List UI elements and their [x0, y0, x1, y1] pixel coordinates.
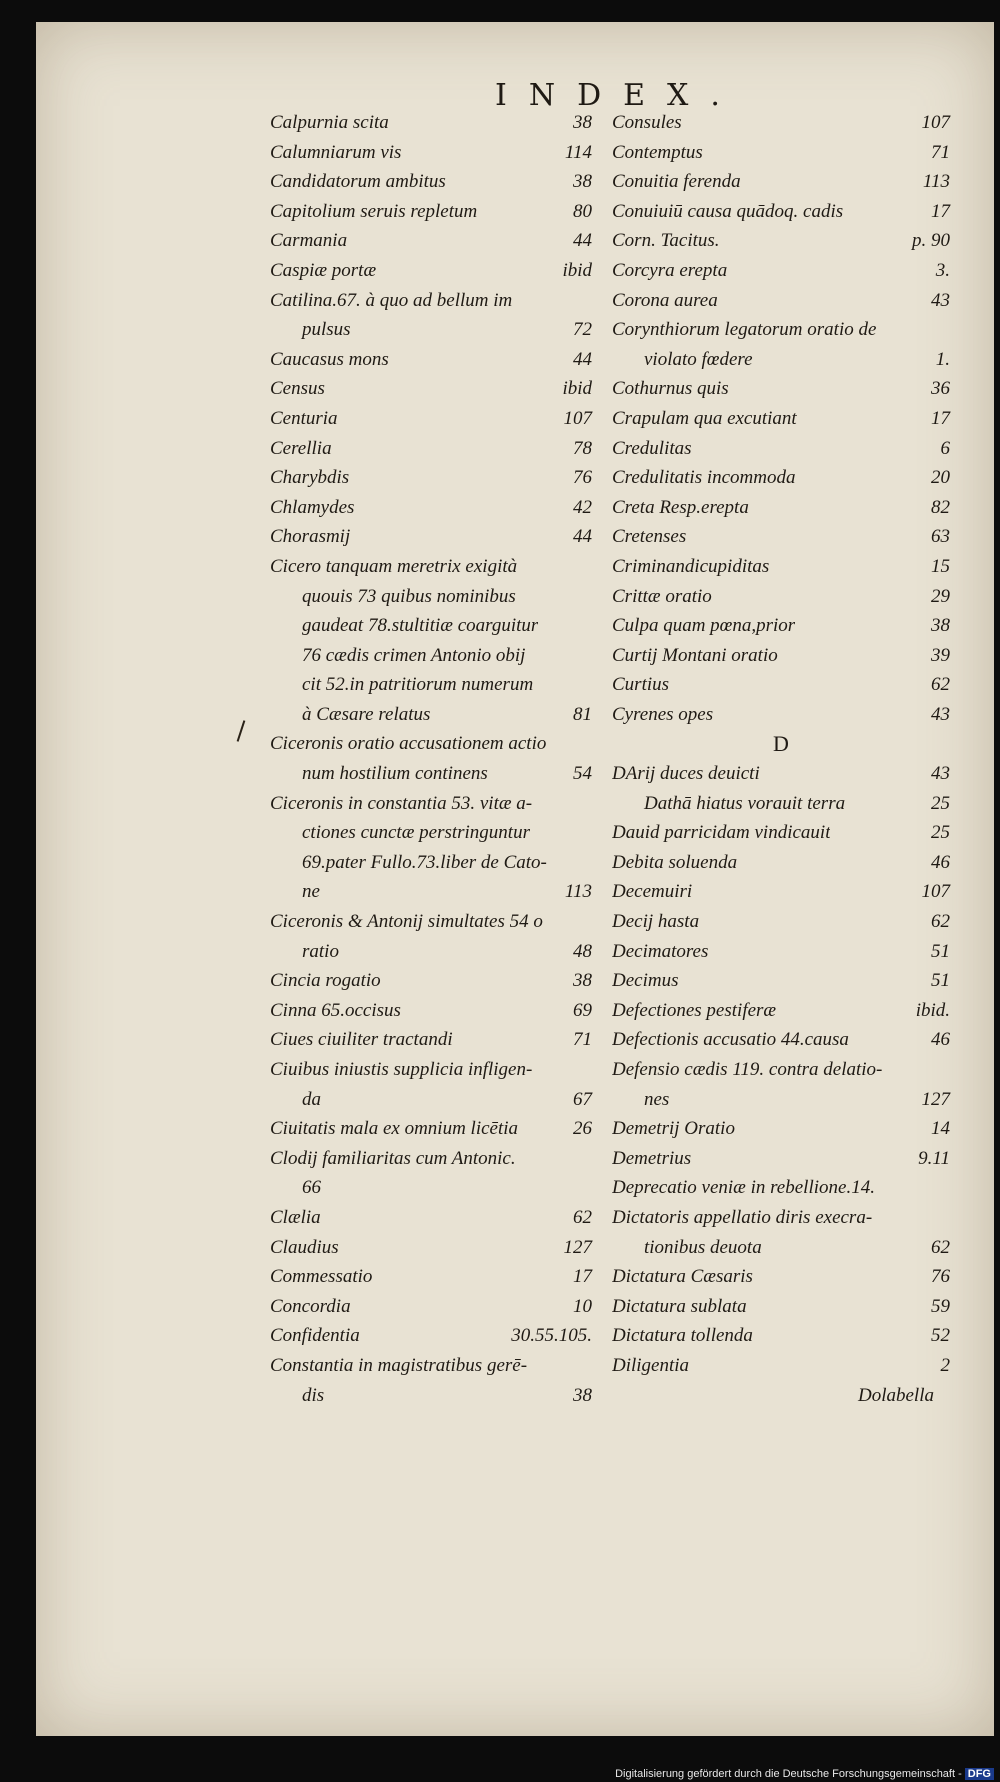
- index-entry: [270, 286, 592, 316]
- index-entry: [612, 907, 950, 937]
- index-term: quouis 73 quibus nominibus: [302, 585, 516, 607]
- index-term: Credulitatis incommoda: [612, 467, 796, 489]
- index-entry: [612, 108, 950, 138]
- index-term: Clodij familiaritas cum Antonic.: [270, 1147, 516, 1169]
- index-entry: [270, 345, 592, 375]
- index-entry: [270, 1203, 592, 1233]
- page-reference: 127: [921, 1088, 950, 1110]
- page-reference: 62: [931, 1236, 950, 1258]
- index-term: Decimus: [612, 970, 679, 992]
- index-entry: [612, 197, 950, 227]
- index-entry: [612, 226, 950, 256]
- index-entry: [270, 1114, 592, 1144]
- page-reference: 3.: [935, 259, 950, 281]
- index-term: Calpurnia scita: [270, 112, 389, 133]
- index-entry: [270, 167, 592, 197]
- page-reference: 72: [573, 319, 592, 341]
- index-term: 76 cædis crimen Antonio obij: [302, 644, 526, 666]
- index-term: Caucasus mons: [270, 348, 389, 370]
- page-reference: 14: [931, 1118, 950, 1140]
- index-term: à Cæsare relatus: [302, 703, 431, 725]
- index-entry: [270, 463, 592, 493]
- index-entry: [612, 996, 950, 1026]
- index-entry: [270, 1025, 592, 1055]
- page-reference: 51: [931, 970, 950, 992]
- index-term: ratio: [302, 940, 339, 962]
- index-entry: [612, 1085, 950, 1115]
- page-reference: p. 90: [912, 230, 950, 252]
- credit-text: Digitalisierung gefördert durch die Deutsche Forschungsgemeinschaft -: [615, 1768, 962, 1780]
- index-term: 66: [302, 1177, 321, 1199]
- index-column-right: [612, 108, 950, 1410]
- index-term: Decemuiri: [612, 881, 693, 903]
- index-entry: [612, 256, 950, 286]
- index-term: Conuitia ferenda: [612, 171, 741, 193]
- page-reference: 78: [573, 437, 592, 459]
- page-reference: 39: [931, 644, 950, 666]
- index-entry: [270, 552, 592, 582]
- page-reference: 43: [931, 703, 950, 725]
- index-term: cit 52.in patritiorum numerum: [302, 674, 534, 696]
- page-reference: 15: [931, 555, 950, 577]
- page-header: INDEX.: [495, 78, 742, 113]
- index-term: Consules: [612, 112, 682, 133]
- index-entry: [270, 670, 592, 700]
- index-entry: [270, 434, 592, 464]
- index-term: Centuria: [270, 407, 338, 429]
- page-reference: 17: [931, 407, 950, 429]
- index-term: Credulitas: [612, 437, 692, 459]
- index-term: Catilina.67. à quo ad bellum im: [270, 289, 513, 311]
- index-term: Curtij Montani oratio: [612, 644, 778, 666]
- index-term: Debita soluenda: [612, 851, 738, 873]
- page-reference: 44: [573, 348, 592, 370]
- page-reference: 42: [573, 496, 592, 518]
- index-entry: [270, 729, 592, 759]
- index-entry: [612, 463, 950, 493]
- index-entry: [270, 611, 592, 641]
- index-entry: [270, 1262, 592, 1292]
- index-term: Capitolium seruis repletum: [270, 200, 478, 222]
- index-entry: [270, 1381, 592, 1411]
- index-term: Defensio cædis 119. contra delatio-: [612, 1059, 883, 1080]
- section-letter: D: [773, 731, 789, 757]
- page-reference: 80: [573, 200, 592, 222]
- index-term: tionibus deuota: [644, 1236, 762, 1258]
- index-entry: [270, 789, 592, 819]
- page-reference: ibid: [562, 378, 592, 400]
- index-term: Corona aurea: [612, 289, 718, 311]
- page-reference: 54: [573, 763, 592, 785]
- page-reference: 43: [931, 289, 950, 311]
- index-term: Ciceronis & Antonij simultates 54 o: [270, 911, 543, 933]
- page-reference: 62: [931, 674, 950, 696]
- page-reference: 30.55.105.: [511, 1325, 592, 1347]
- page-reference: 38: [573, 1384, 592, 1406]
- index-entry: [270, 1144, 592, 1174]
- page-reference: 46: [931, 851, 950, 873]
- page-reference: 62: [573, 1206, 592, 1228]
- page-reference: 63: [931, 526, 950, 548]
- page-reference: 52: [931, 1325, 950, 1347]
- index-term: Chlamydes: [270, 496, 355, 518]
- index-term: Defectiones pestiferæ: [612, 999, 777, 1021]
- index-entry: [270, 138, 592, 168]
- index-entry: [612, 552, 950, 582]
- index-term: Corynthiorum legatorum oratio de: [612, 319, 877, 341]
- page-reference: 6: [940, 437, 950, 459]
- index-entry: [612, 374, 950, 404]
- index-term: Decij hasta: [612, 911, 700, 933]
- index-entry: [270, 1321, 592, 1351]
- index-term: Ciuibus iniustis supplicia infligen-: [270, 1059, 533, 1080]
- index-term: Deprecatio veniæ in rebellione.14.: [612, 1177, 875, 1199]
- index-entry: [270, 877, 592, 907]
- index-term: nes: [644, 1088, 670, 1110]
- page-reference: ibid.: [915, 999, 950, 1021]
- index-entry: [612, 493, 950, 523]
- index-term: Cerellia: [270, 437, 332, 459]
- index-term: Corn. Tacitus.: [612, 230, 720, 252]
- index-term: ne: [302, 881, 320, 903]
- index-term: Cicero tanquam meretrix exigità: [270, 555, 518, 577]
- index-term: 69.pater Fullo.73.liber de Cato-: [302, 851, 547, 873]
- dfg-logo-icon: DFG: [965, 1768, 994, 1780]
- index-entry: [612, 700, 950, 730]
- index-entry: [612, 670, 950, 700]
- index-term: Ciues ciuiliter tractandi: [270, 1029, 453, 1051]
- index-entry: [270, 1055, 592, 1085]
- index-entry: [612, 522, 950, 552]
- index-entry: [612, 138, 950, 168]
- index-term: Clælia: [270, 1206, 321, 1228]
- index-entry: [612, 1233, 950, 1263]
- page-reference: 107: [921, 881, 950, 903]
- page-reference: 38: [573, 970, 592, 992]
- index-term: Corcyra erepta: [612, 259, 728, 281]
- index-entry: [270, 582, 592, 612]
- index-term: Cincia rogatio: [270, 970, 381, 992]
- index-entry: [270, 315, 592, 345]
- index-entry: [270, 197, 592, 227]
- page-reference: 20: [931, 467, 950, 489]
- page-reference: 127: [563, 1236, 592, 1258]
- index-entry: [270, 996, 592, 1026]
- page-reference: 10: [573, 1295, 592, 1317]
- page-reference: 25: [931, 792, 950, 814]
- index-term: Census: [270, 378, 325, 400]
- index-entry: [612, 345, 950, 375]
- page-reference: 2: [940, 1354, 950, 1376]
- index-term: Claudius: [270, 1236, 339, 1258]
- page-reference: 36: [931, 378, 950, 400]
- index-column-left: [270, 108, 592, 1410]
- page-reference: 17: [573, 1266, 592, 1288]
- index-term: Demetrius: [612, 1147, 692, 1169]
- index-term: Defectionis accusatio 44.causa: [612, 1029, 849, 1051]
- page-reference: 67: [573, 1088, 592, 1110]
- index-entry: [612, 759, 950, 789]
- index-term: Ciceronis in constantia 53. vitæ a-: [270, 792, 533, 814]
- index-entry: [612, 1321, 950, 1351]
- index-entry: [612, 641, 950, 671]
- index-term: Crapulam qua excutiant: [612, 407, 797, 429]
- page-reference: 114: [564, 141, 592, 163]
- index-term: Dictatura tollenda: [612, 1325, 753, 1347]
- page-reference: 62: [931, 911, 950, 933]
- index-entry: [612, 1292, 950, 1322]
- index-term: Carmania: [270, 230, 348, 252]
- index-entry: [270, 700, 592, 730]
- index-term: Caspiæ portæ: [270, 259, 377, 281]
- page-reference: 82: [931, 496, 950, 518]
- index-term: Charybdis: [270, 467, 350, 489]
- index-term: Cyrenes opes: [612, 703, 714, 725]
- page-reference: 76: [931, 1266, 950, 1288]
- digitization-credit: [615, 1768, 994, 1780]
- index-term: Dauid parricidam vindicauit: [612, 822, 831, 844]
- index-entry: [270, 1085, 592, 1115]
- index-term: Ciuitatis mala ex omnium licētia: [270, 1118, 519, 1140]
- index-entries-d: [612, 759, 950, 1380]
- index-entry: [270, 493, 592, 523]
- index-entry: [270, 1351, 592, 1381]
- index-term: Dathā hiatus vorauit terra: [644, 792, 846, 814]
- page-reference: 107: [921, 112, 950, 133]
- index-entry: [270, 907, 592, 937]
- index-entry: [612, 1055, 950, 1085]
- page-reference: 81: [573, 703, 592, 725]
- index-term: Dictatoris appellatio diris execra-: [612, 1206, 873, 1228]
- index-entry: [270, 1173, 592, 1203]
- index-entry: [612, 582, 950, 612]
- index-entry: [612, 818, 950, 848]
- page-reference: 29: [931, 585, 950, 607]
- index-term: Cinna 65.occisus: [270, 999, 401, 1021]
- index-term: violato fœdere: [644, 348, 753, 370]
- index-entry: [270, 966, 592, 996]
- index-term: Dictatura Cæsaris: [612, 1266, 753, 1288]
- index-term: pulsus: [302, 319, 351, 341]
- index-term: dis: [302, 1384, 325, 1406]
- index-entry: [612, 434, 950, 464]
- index-entry: [612, 404, 950, 434]
- page-reference: 59: [931, 1295, 950, 1317]
- index-term: Diligentia: [612, 1354, 690, 1376]
- index-entry: [612, 611, 950, 641]
- index-entry: [270, 641, 592, 671]
- index-term: Decimatores: [612, 940, 709, 962]
- index-entry: [612, 877, 950, 907]
- index-entry: [270, 1233, 592, 1263]
- index-entry: [612, 1262, 950, 1292]
- index-entry: [612, 789, 950, 819]
- index-term: Curtius: [612, 674, 670, 696]
- index-term: Creta Resp.erepta: [612, 496, 749, 518]
- page-reference: 26: [573, 1118, 592, 1140]
- index-entry: [612, 1025, 950, 1055]
- page-reference: 9.11: [918, 1147, 950, 1169]
- catchword: Dolabella: [858, 1384, 934, 1406]
- index-entry: [612, 1114, 950, 1144]
- index-entry: [612, 1144, 950, 1174]
- page-reference: ibid: [562, 259, 592, 281]
- page-reference: 1.: [935, 348, 950, 370]
- page-reference: 51: [931, 940, 950, 962]
- page-reference: 38: [931, 615, 950, 637]
- page-reference: 46: [931, 1029, 950, 1051]
- index-term: Confidentia: [270, 1325, 360, 1347]
- page-reference: 69: [573, 999, 592, 1021]
- index-entry: [612, 1173, 950, 1203]
- index-entry: [612, 848, 950, 878]
- page-reference: 43: [931, 763, 950, 785]
- page-reference: 113: [564, 881, 592, 903]
- index-entry: [270, 759, 592, 789]
- page-reference: 25: [931, 822, 950, 844]
- index-term: Calumniarum vis: [270, 141, 402, 163]
- index-term: num hostilium continens: [302, 763, 488, 785]
- index-entry: [270, 374, 592, 404]
- page-reference: 44: [573, 230, 592, 252]
- page-reference: 113: [922, 171, 950, 193]
- index-term: Conuiuiū causa quādoq. cadis: [612, 200, 844, 222]
- page-reference: 76: [573, 467, 592, 489]
- index-term: DArij duces deuicti: [612, 763, 760, 785]
- index-entry: [612, 286, 950, 316]
- index-entry: [270, 818, 592, 848]
- index-entry: [270, 937, 592, 967]
- index-term: gaudeat 78.stultitiæ coarguitur: [302, 615, 539, 637]
- index-term: Chorasmij: [270, 526, 351, 548]
- index-entry: [270, 848, 592, 878]
- index-entry: [612, 1351, 950, 1381]
- page-reference: 48: [573, 940, 592, 962]
- index-term: Candidatorum ambitus: [270, 171, 446, 193]
- index-entry: [270, 108, 592, 138]
- index-term: Cothurnus quis: [612, 378, 729, 400]
- index-entry: [270, 256, 592, 286]
- index-entry: [270, 1292, 592, 1322]
- index-entry: [270, 226, 592, 256]
- index-term: ctiones cunctæ perstringuntur: [302, 822, 530, 844]
- index-entry: [612, 315, 950, 345]
- index-entry: [612, 1203, 950, 1233]
- page-reference: 17: [931, 200, 950, 222]
- index-term: da: [302, 1088, 321, 1110]
- index-term: Crittæ oratio: [612, 585, 712, 607]
- index-term: Demetrij Oratio: [612, 1118, 735, 1140]
- index-term: Constantia in magistratibus gerē-: [270, 1354, 528, 1376]
- page-reference: 71: [931, 141, 950, 163]
- index-term: Cretenses: [612, 526, 687, 548]
- index-entry: [612, 966, 950, 996]
- index-term: Dictatura sublata: [612, 1295, 747, 1317]
- page-reference: 71: [573, 1029, 592, 1051]
- page-reference: 38: [573, 171, 592, 193]
- index-entry: [612, 937, 950, 967]
- index-term: Culpa quam pœna,prior: [612, 615, 796, 637]
- page-reference: 44: [573, 526, 592, 548]
- index-term: Ciceronis oratio accusationem actio: [270, 733, 547, 755]
- index-term: Criminandicupiditas: [612, 555, 770, 577]
- index-entries-c: [612, 108, 950, 729]
- index-entry: [270, 404, 592, 434]
- index-term: Contemptus: [612, 141, 703, 163]
- index-term: Concordia: [270, 1295, 351, 1317]
- index-term: Commessatio: [270, 1266, 373, 1288]
- page-reference: 107: [563, 407, 592, 429]
- index-entry: [270, 522, 592, 552]
- index-entry: [612, 167, 950, 197]
- page-reference: 38: [573, 112, 592, 133]
